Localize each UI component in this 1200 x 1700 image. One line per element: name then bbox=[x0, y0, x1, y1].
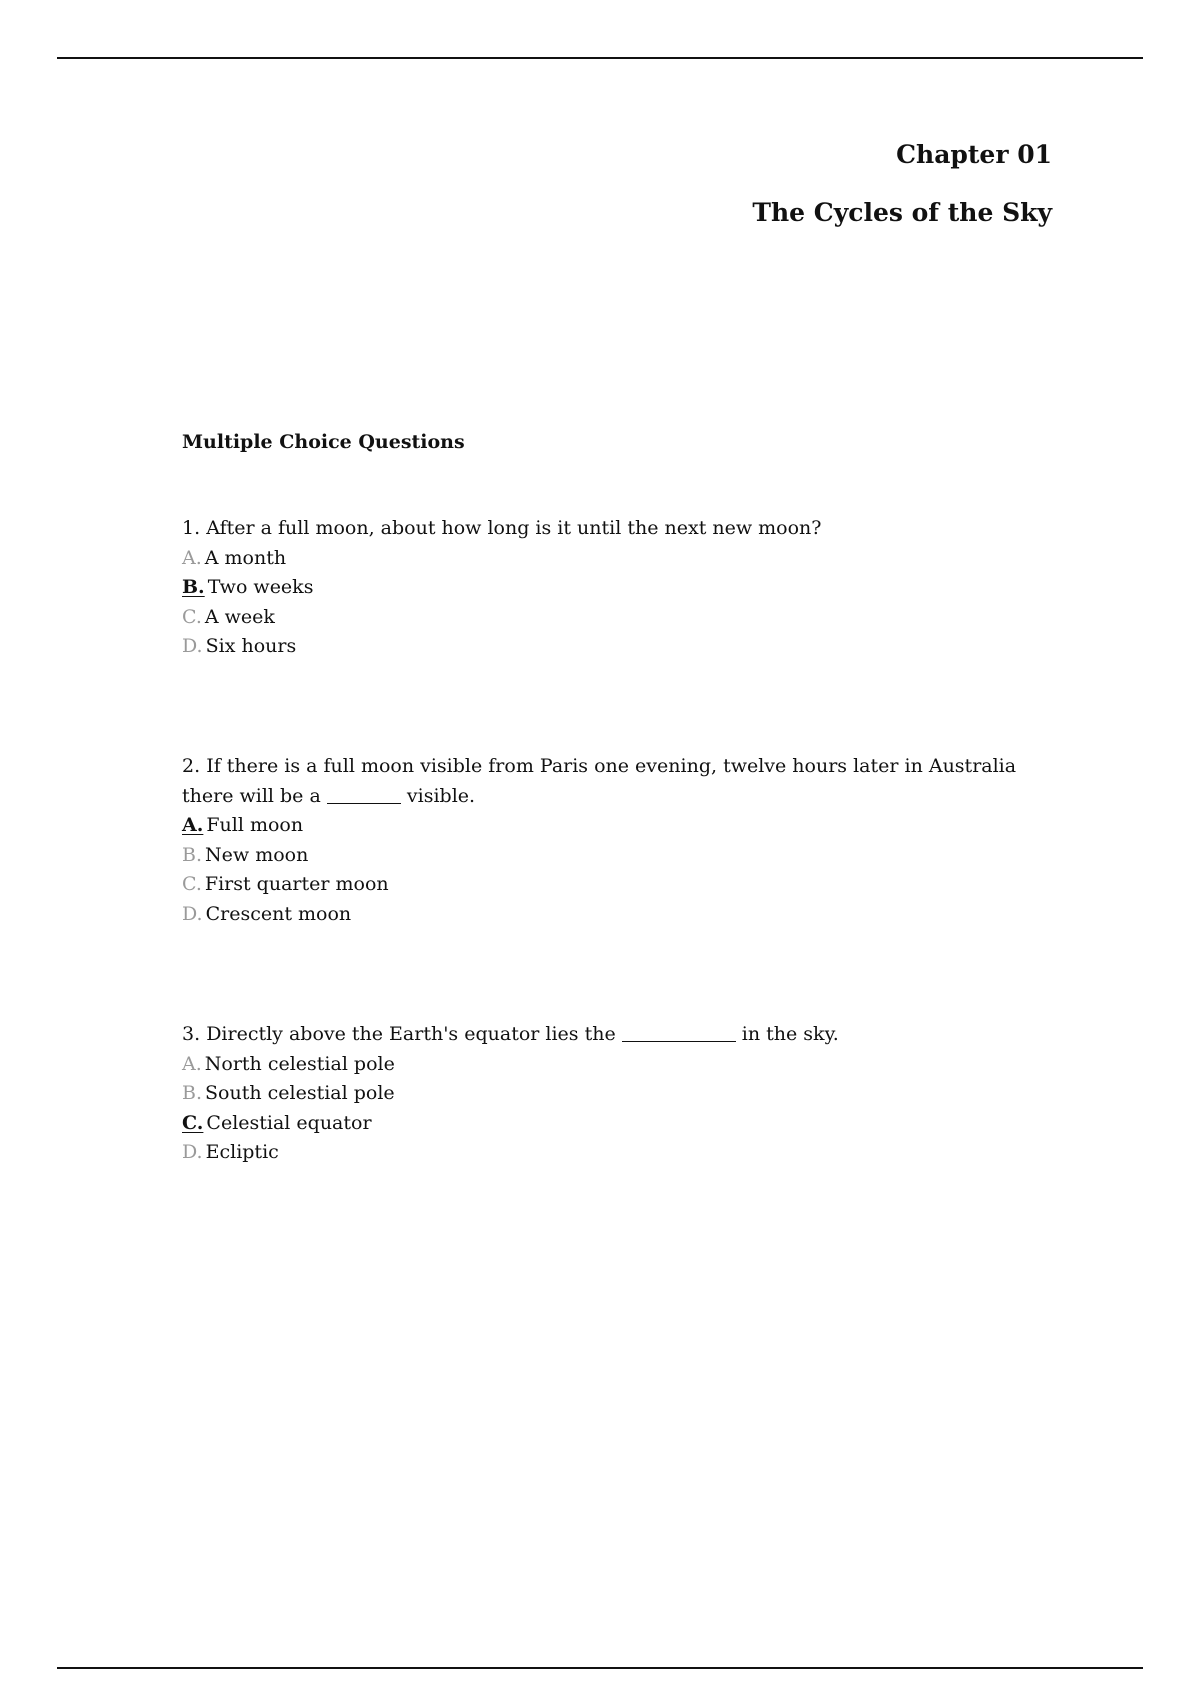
question-stem bbox=[182, 752, 1062, 811]
option-letter: B. bbox=[182, 1082, 203, 1104]
option-letter: A. bbox=[182, 1052, 202, 1075]
answer-option-a bbox=[182, 544, 1062, 574]
option-letter: C. bbox=[182, 873, 202, 895]
option-letter: D. bbox=[182, 635, 203, 657]
bottom-rule bbox=[57, 1667, 1143, 1669]
question-text-after-blank: visible. bbox=[406, 784, 476, 807]
answer-options bbox=[182, 1050, 1062, 1168]
answer-options bbox=[182, 544, 1062, 662]
answer-option-c bbox=[182, 603, 1062, 633]
option-text: First quarter moon bbox=[204, 873, 389, 895]
answer-option-b bbox=[182, 841, 1062, 871]
option-text: Ecliptic bbox=[205, 1141, 279, 1163]
option-text: Six hours bbox=[205, 635, 297, 657]
option-text: North celestial pole bbox=[204, 1052, 395, 1075]
fill-in-blank bbox=[327, 784, 401, 804]
chapter-title: The Cycles of the Sky bbox=[752, 198, 1052, 227]
answer-option-c bbox=[182, 870, 1062, 900]
option-letter: A. bbox=[182, 546, 202, 569]
option-letter: D. bbox=[182, 1141, 203, 1163]
question-stem bbox=[182, 514, 1062, 544]
option-text: A month bbox=[204, 546, 287, 569]
option-text: Crescent moon bbox=[205, 902, 352, 925]
option-text: Full moon bbox=[206, 814, 304, 836]
answer-option-d bbox=[182, 900, 1062, 930]
option-letter-correct: A. bbox=[182, 814, 204, 836]
option-text: Two weeks bbox=[207, 576, 314, 598]
question-3 bbox=[182, 1020, 1062, 1168]
option-letter: C. bbox=[182, 605, 202, 628]
top-rule bbox=[57, 57, 1143, 59]
question-2 bbox=[182, 752, 1062, 929]
option-text: New moon bbox=[205, 843, 309, 866]
answer-option-d bbox=[182, 1138, 1062, 1168]
question-text-after-blank: in the sky. bbox=[741, 1023, 839, 1045]
option-letter-correct: B. bbox=[182, 576, 205, 598]
option-text: Celestial equator bbox=[206, 1111, 372, 1134]
option-text: A week bbox=[204, 605, 275, 628]
chapter-label: Chapter 01 bbox=[896, 140, 1052, 169]
answer-option-a bbox=[182, 1050, 1062, 1080]
question-text-before-blank: Directly above the Earth's equator lies the bbox=[206, 1023, 616, 1045]
question-number: 3. bbox=[182, 1023, 201, 1045]
answer-option-b bbox=[182, 1079, 1062, 1109]
chapter-header bbox=[752, 142, 1052, 225]
question-text: After a full moon, about how long is it until the next new moon? bbox=[206, 517, 822, 539]
question-1 bbox=[182, 514, 1062, 662]
option-letter-correct: C. bbox=[182, 1111, 204, 1134]
section-heading: Multiple Choice Questions bbox=[182, 431, 465, 453]
question-number: 2. bbox=[182, 755, 201, 777]
question-text-before-blank: If there is a full moon visible from Paris one evening, twelve hours later in Australia there will be a bbox=[182, 755, 1017, 807]
answer-option-a bbox=[182, 811, 1062, 841]
answer-option-b bbox=[182, 573, 1062, 603]
question-number: 1. bbox=[182, 517, 201, 539]
fill-in-blank bbox=[622, 1022, 736, 1042]
option-text: South celestial pole bbox=[205, 1082, 395, 1104]
answer-option-d bbox=[182, 632, 1062, 662]
option-letter: D. bbox=[182, 902, 203, 925]
question-stem bbox=[182, 1020, 1062, 1050]
answer-option-c bbox=[182, 1109, 1062, 1139]
option-letter: B. bbox=[182, 843, 203, 866]
answer-options bbox=[182, 811, 1062, 929]
